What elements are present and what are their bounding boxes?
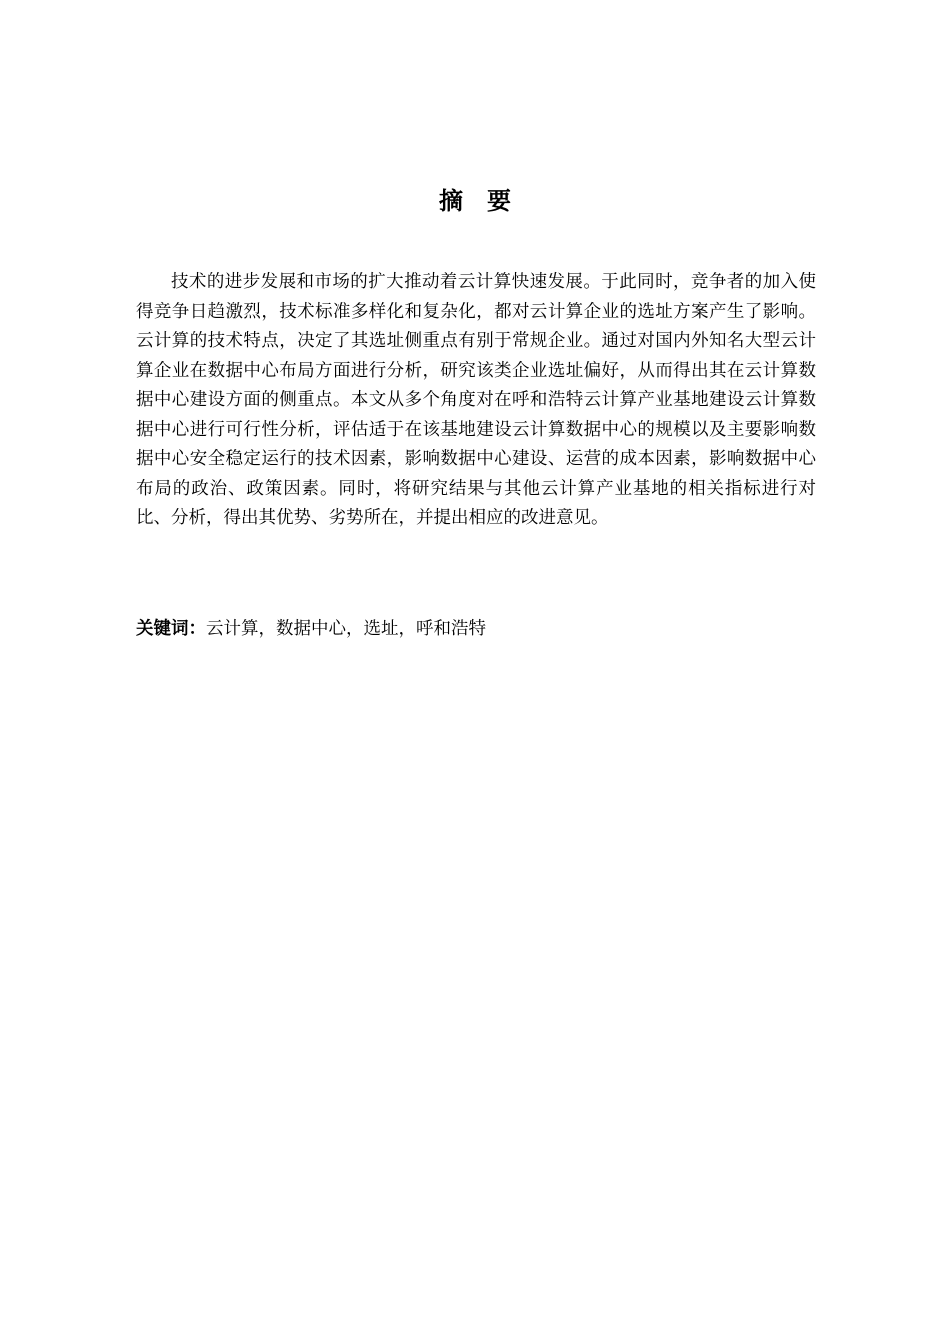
keywords-label: 关键词： <box>136 619 206 639</box>
abstract-paragraph: 技术的进步发展和市场的扩大推动着云计算快速发展。于此同时，竞争者的加入使得竞争日趋激烈，技术标准多样化和复杂化，都对云计算企业的选址方案产生了影响。云计算的技术特点，决定了其选址侧重点有别于常规企业。通过对国内外知名大型云计算企业在数据中心布局方面进行分析，研究该类企业选址偏好，从而得出其在云计算数据中心建设方面的侧重点。本文从多个角度对在呼和浩特云计算产业基地建设云计算数据中心进行可行性分析，评估适于在该基地建设云计算数据中心的规模以及主要影响数据中心安全稳定运行的技术因素，影响数据中心建设、运营的成本因素，影响数据中心布局的政治、政策因素。同时，将研究结果与其他云计算产业基地的相关指标进行对比、分析，得出其优势、劣势所在，并提出相应的改进意见。 <box>136 272 816 528</box>
keywords-list: 云计算，数据中心，选址，呼和浩特 <box>206 619 486 639</box>
abstract-title: 摘 要 <box>439 187 511 215</box>
keywords-line <box>136 616 816 642</box>
